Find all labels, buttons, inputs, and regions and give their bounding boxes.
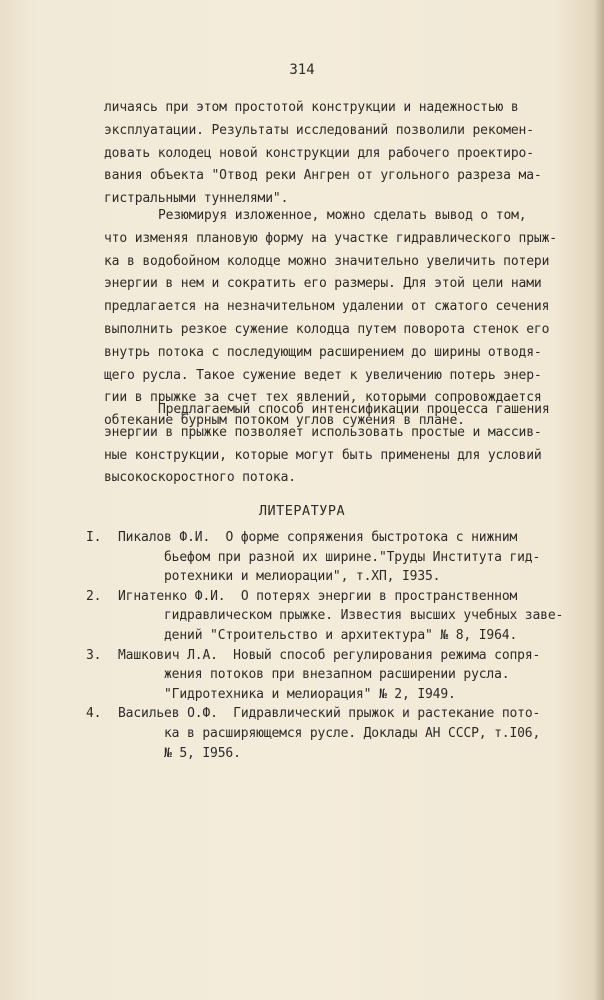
- text-line: щего русла. Такое сужение ведет к увеличению потерь энер-: [104, 367, 542, 383]
- text-line: эксплуатации. Результаты исследований позволили рекомен-: [104, 122, 534, 138]
- reference-line: "Гидротехника и мелиорация" № 2, I949.: [164, 686, 456, 702]
- reference-line: Машкович Л.А. Новый способ регулирования режима сопря-: [118, 647, 541, 663]
- text-line: личаясь при этом простотой конструкции и надежностью в: [104, 100, 519, 115]
- page-number: 314: [289, 62, 315, 78]
- reference-number: 4.: [86, 706, 102, 722]
- text-line: энергии в нем и сократить его размеры. Для этой цели нами: [104, 276, 542, 292]
- reference-body: [118, 704, 586, 763]
- reference-line: № 5, I956.: [164, 745, 241, 761]
- reference-line: жения потоков при внезапном расширении русла.: [164, 667, 510, 683]
- reference-number: 2.: [86, 588, 102, 604]
- reference-number: 3.: [86, 647, 102, 663]
- text-line: Предлагаемый способ интенсификации процесса гашения: [158, 402, 550, 417]
- text-line: гистральными туннелями".: [104, 191, 289, 207]
- reference-number: I.: [86, 530, 102, 545]
- reference-list: [86, 528, 586, 763]
- text-line: внутрь потока с последующим расширением до ширины отводя-: [104, 344, 542, 360]
- reference-item: [86, 528, 586, 587]
- reference-item: [86, 646, 586, 705]
- reference-body: [118, 646, 586, 705]
- reference-line: ротехники и мелиорации", т.ХП, I935.: [164, 569, 441, 585]
- text-line: вания объекта "Отвод реки Ангрен от угольного разреза ма-: [104, 168, 542, 184]
- references-heading: ЛИТЕРАТУРА: [258, 503, 346, 519]
- reference-line: бьефом при разной их ширине."Труды Института гид-: [164, 549, 541, 565]
- reference-item: [86, 704, 586, 763]
- paragraph-1: [104, 97, 574, 211]
- text-line: ка в водобойном колодце можно значительно увеличить потери: [104, 253, 550, 269]
- text-line: что изменяя плановую форму на участке гидравлического прыж-: [104, 230, 557, 246]
- text-line: высокоскоростного потока.: [104, 470, 296, 486]
- text-line: гии в прыжке за счет тех явлений, которыми сопровождается: [104, 390, 542, 406]
- text-line: предлагается на незначительном удалении от сжатого сечения: [104, 299, 550, 315]
- text-line: ные конструкции, которые могут быть применены для условий: [104, 447, 542, 463]
- reference-line: ка в расширяющемся русле. Доклады АН СССР, т.I06,: [164, 725, 541, 741]
- text-line: энергии в прыжке позволяет использовать простые и массив-: [104, 424, 542, 440]
- reference-item: [86, 587, 586, 646]
- reference-line: Игнатенко Ф.И. О потерях энергии в пространственном: [118, 588, 518, 604]
- text-line: Резюмируя изложенное, можно сделать вывод о том,: [158, 208, 527, 223]
- paragraph-3: [104, 399, 574, 490]
- text-line: выполнить резкое сужение колодца путем поворота стенок его: [104, 321, 550, 337]
- text-line: довать колодец новой конструкции для рабочего проектиро-: [104, 145, 534, 161]
- reference-line: Васильев О.Ф. Гидравлический прыжок и растекание пото-: [118, 706, 541, 722]
- page-edge-shadow: [594, 0, 604, 1000]
- text-line: обтекание бурным потоком углов сужения в плане.: [104, 413, 465, 429]
- reference-line: дений "Строительство и архитектура" № 8, I964.: [164, 627, 518, 643]
- reference-line: гидравлическом прыжке. Известия высших учебных заве-: [164, 608, 564, 624]
- reference-body: [118, 528, 586, 587]
- reference-body: [118, 587, 586, 646]
- reference-line: Пикалов Ф.И. О форме сопряжения быстротока с нижним: [118, 530, 518, 545]
